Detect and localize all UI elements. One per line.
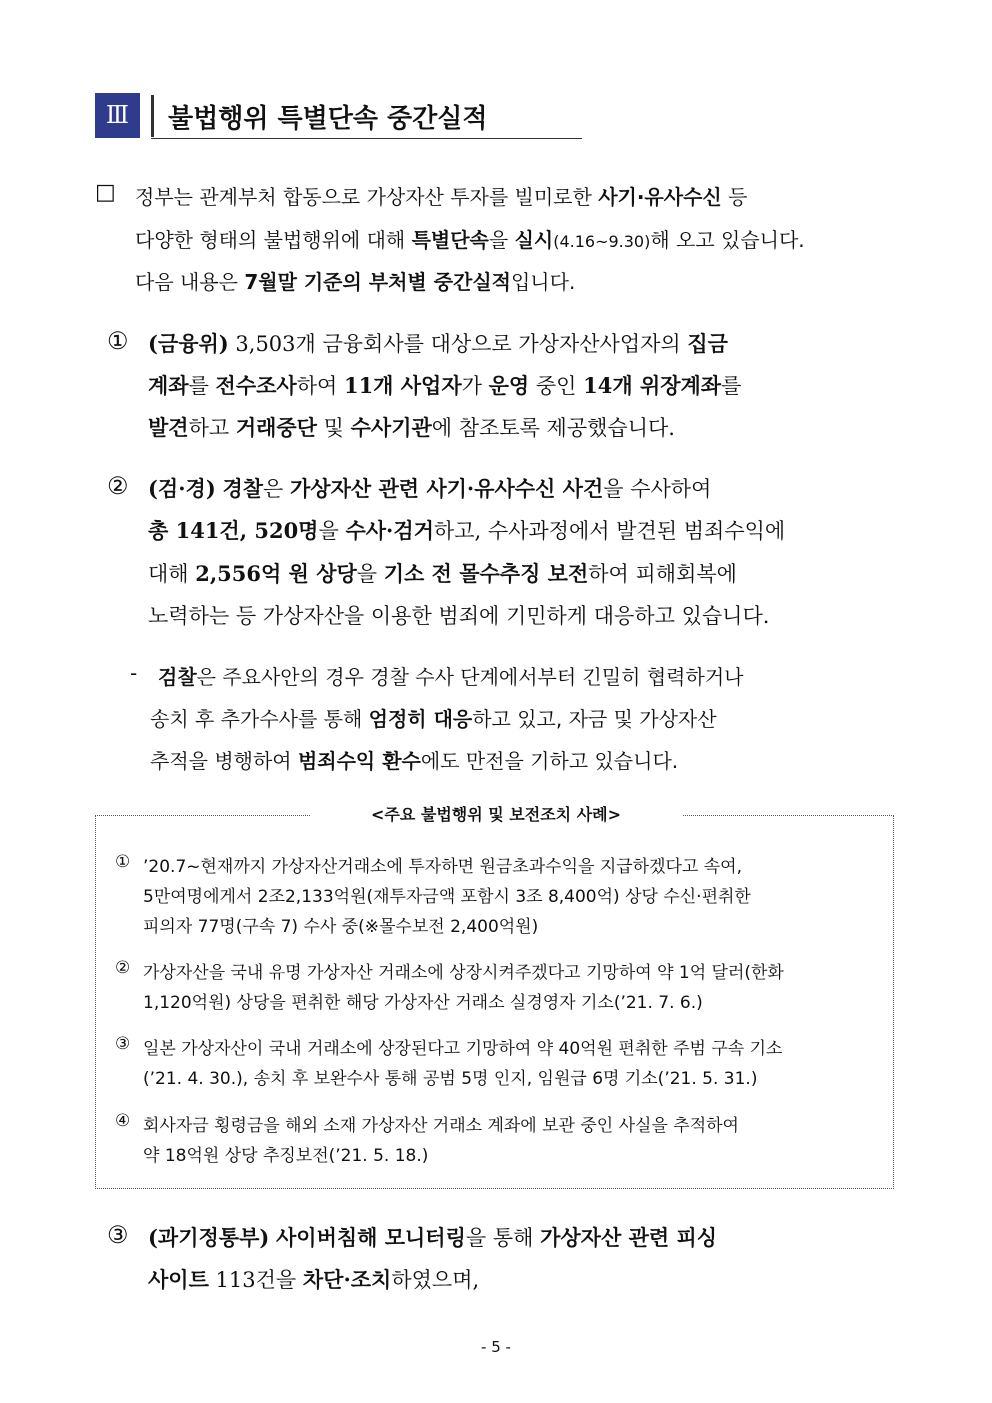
item2-line-4: 노력하는 등 가상자산을 이용한 범죄에 기민하게 대응하고 있습니다.	[148, 604, 770, 628]
item1-line-2: 계좌를 전수조사하여 11개 사업자가 운영 중인 14개 위장계좌를	[148, 373, 742, 398]
intro-line-3: 다음 내용은 7월말 기준의 부처별 중간실적입니다.	[135, 270, 576, 294]
intro-line-1: 정부는 관계부처 합동으로 가상자산 투자를 빌미로한 사기·유사수신 등	[135, 185, 748, 209]
sub-line-3: 추적을 병행하여 범죄수익 환수에도 만전을 기하고 있습니다.	[150, 749, 679, 773]
case-4-line-2: 약 18억원 상당 추징보전(’21. 5. 18.)	[143, 1146, 429, 1166]
section-title: 불법행위 특별단속 중간실적	[168, 104, 488, 134]
case-4-marker: ④	[115, 1111, 131, 1131]
section-divider	[151, 95, 154, 137]
item2-line-1: (검·경) 경찰은 가상자산 관련 사기·유사수신 사건을 수사하여	[148, 476, 712, 501]
section-header	[95, 93, 582, 141]
case-1-line-1: ’20.7~현재까지 가상자산거래소에 투자하면 원금초과수익을 지급하겠다고 속여,	[143, 857, 743, 877]
case-3-line-1: 일본 가상자산이 국내 거래소에 상장된다고 기망하여 약 40억원 편취한 주범 구속 기소	[143, 1039, 783, 1059]
case-1-line-3: 피의자 77명(구속 7) 수사 중(※몰수보전 2,400억원)	[143, 917, 539, 937]
case-2-marker: ②	[115, 958, 131, 978]
case-3-marker: ③	[115, 1034, 131, 1054]
intro-line-2: 다양한 형태의 불법행위에 대해 특별단속을 실시(4.16~9.30)해 오고 있습니다.	[135, 228, 805, 252]
item3-line-1: (과기정통부) 사이버침해 모니터링을 통해 가상자산 관련 피싱	[148, 1225, 718, 1250]
item3-line-2: 사이트 113건을 차단·조치하였으며,	[148, 1267, 480, 1292]
circled-number-1: ①	[107, 327, 129, 355]
section-underline	[151, 138, 582, 139]
item1-line-1: (금융위) 3,503개 금융회사를 대상으로 가상자산사업자의 집금	[148, 331, 728, 356]
item1-line-3: 발견하고 거래중단 및 수사기관에 참조토록 제공했습니다.	[148, 415, 675, 440]
sub-line-1: 검찰은 주요사안의 경우 경찰 수사 단계에서부터 긴밀히 협력하거나	[158, 665, 744, 689]
case-3-line-2: (’21. 4. 30.), 송치 후 보완수사 통해 공범 5명 인지, 임원급 6명 기소(’21. 5. 31.)	[143, 1069, 758, 1089]
case-1-line-2: 5만여명에게서 2조2,133억원(재투자금액 포함시 3조 8,400억) 상당 수신·편취한	[143, 887, 751, 907]
case-2-line-1: 가상자산을 국내 유명 가상자산 거래소에 상장시켜주겠다고 기망하여 약 1억 달러(한화	[143, 963, 784, 983]
case-box-title: <주요 불법행위 및 보전조치 사례>	[310, 801, 682, 829]
case-1-marker: ①	[115, 852, 131, 872]
dash-bullet: -	[130, 661, 138, 685]
item2-line-3: 대해 2,556억 원 상당을 기소 전 몰수추징 보전하여 피해회복에	[148, 561, 737, 586]
item2-line-2: 총 141건, 520명을 수사·검거하고, 수사과정에서 발견된 범죄수익에	[148, 518, 786, 543]
case-2-line-2: 1,120억원) 상당을 편취한 해당 가상자산 거래소 실경영자 기소(’21. 7. 6.)	[143, 993, 703, 1013]
circled-number-3: ③	[107, 1221, 129, 1249]
page-number: - 5 -	[481, 1338, 511, 1356]
case-4-line-1: 회사자금 횡령금을 해외 소재 가상자산 거래소 계좌에 보관 중인 사실을 추적하여	[143, 1116, 739, 1136]
circled-number-2: ②	[107, 472, 129, 500]
square-bullet-icon: □	[95, 180, 116, 205]
sub-line-2: 송치 후 추가수사를 통해 엄정히 대응하고 있고, 자금 및 가상자산	[150, 707, 717, 731]
section-number: Ⅲ	[95, 93, 140, 138]
